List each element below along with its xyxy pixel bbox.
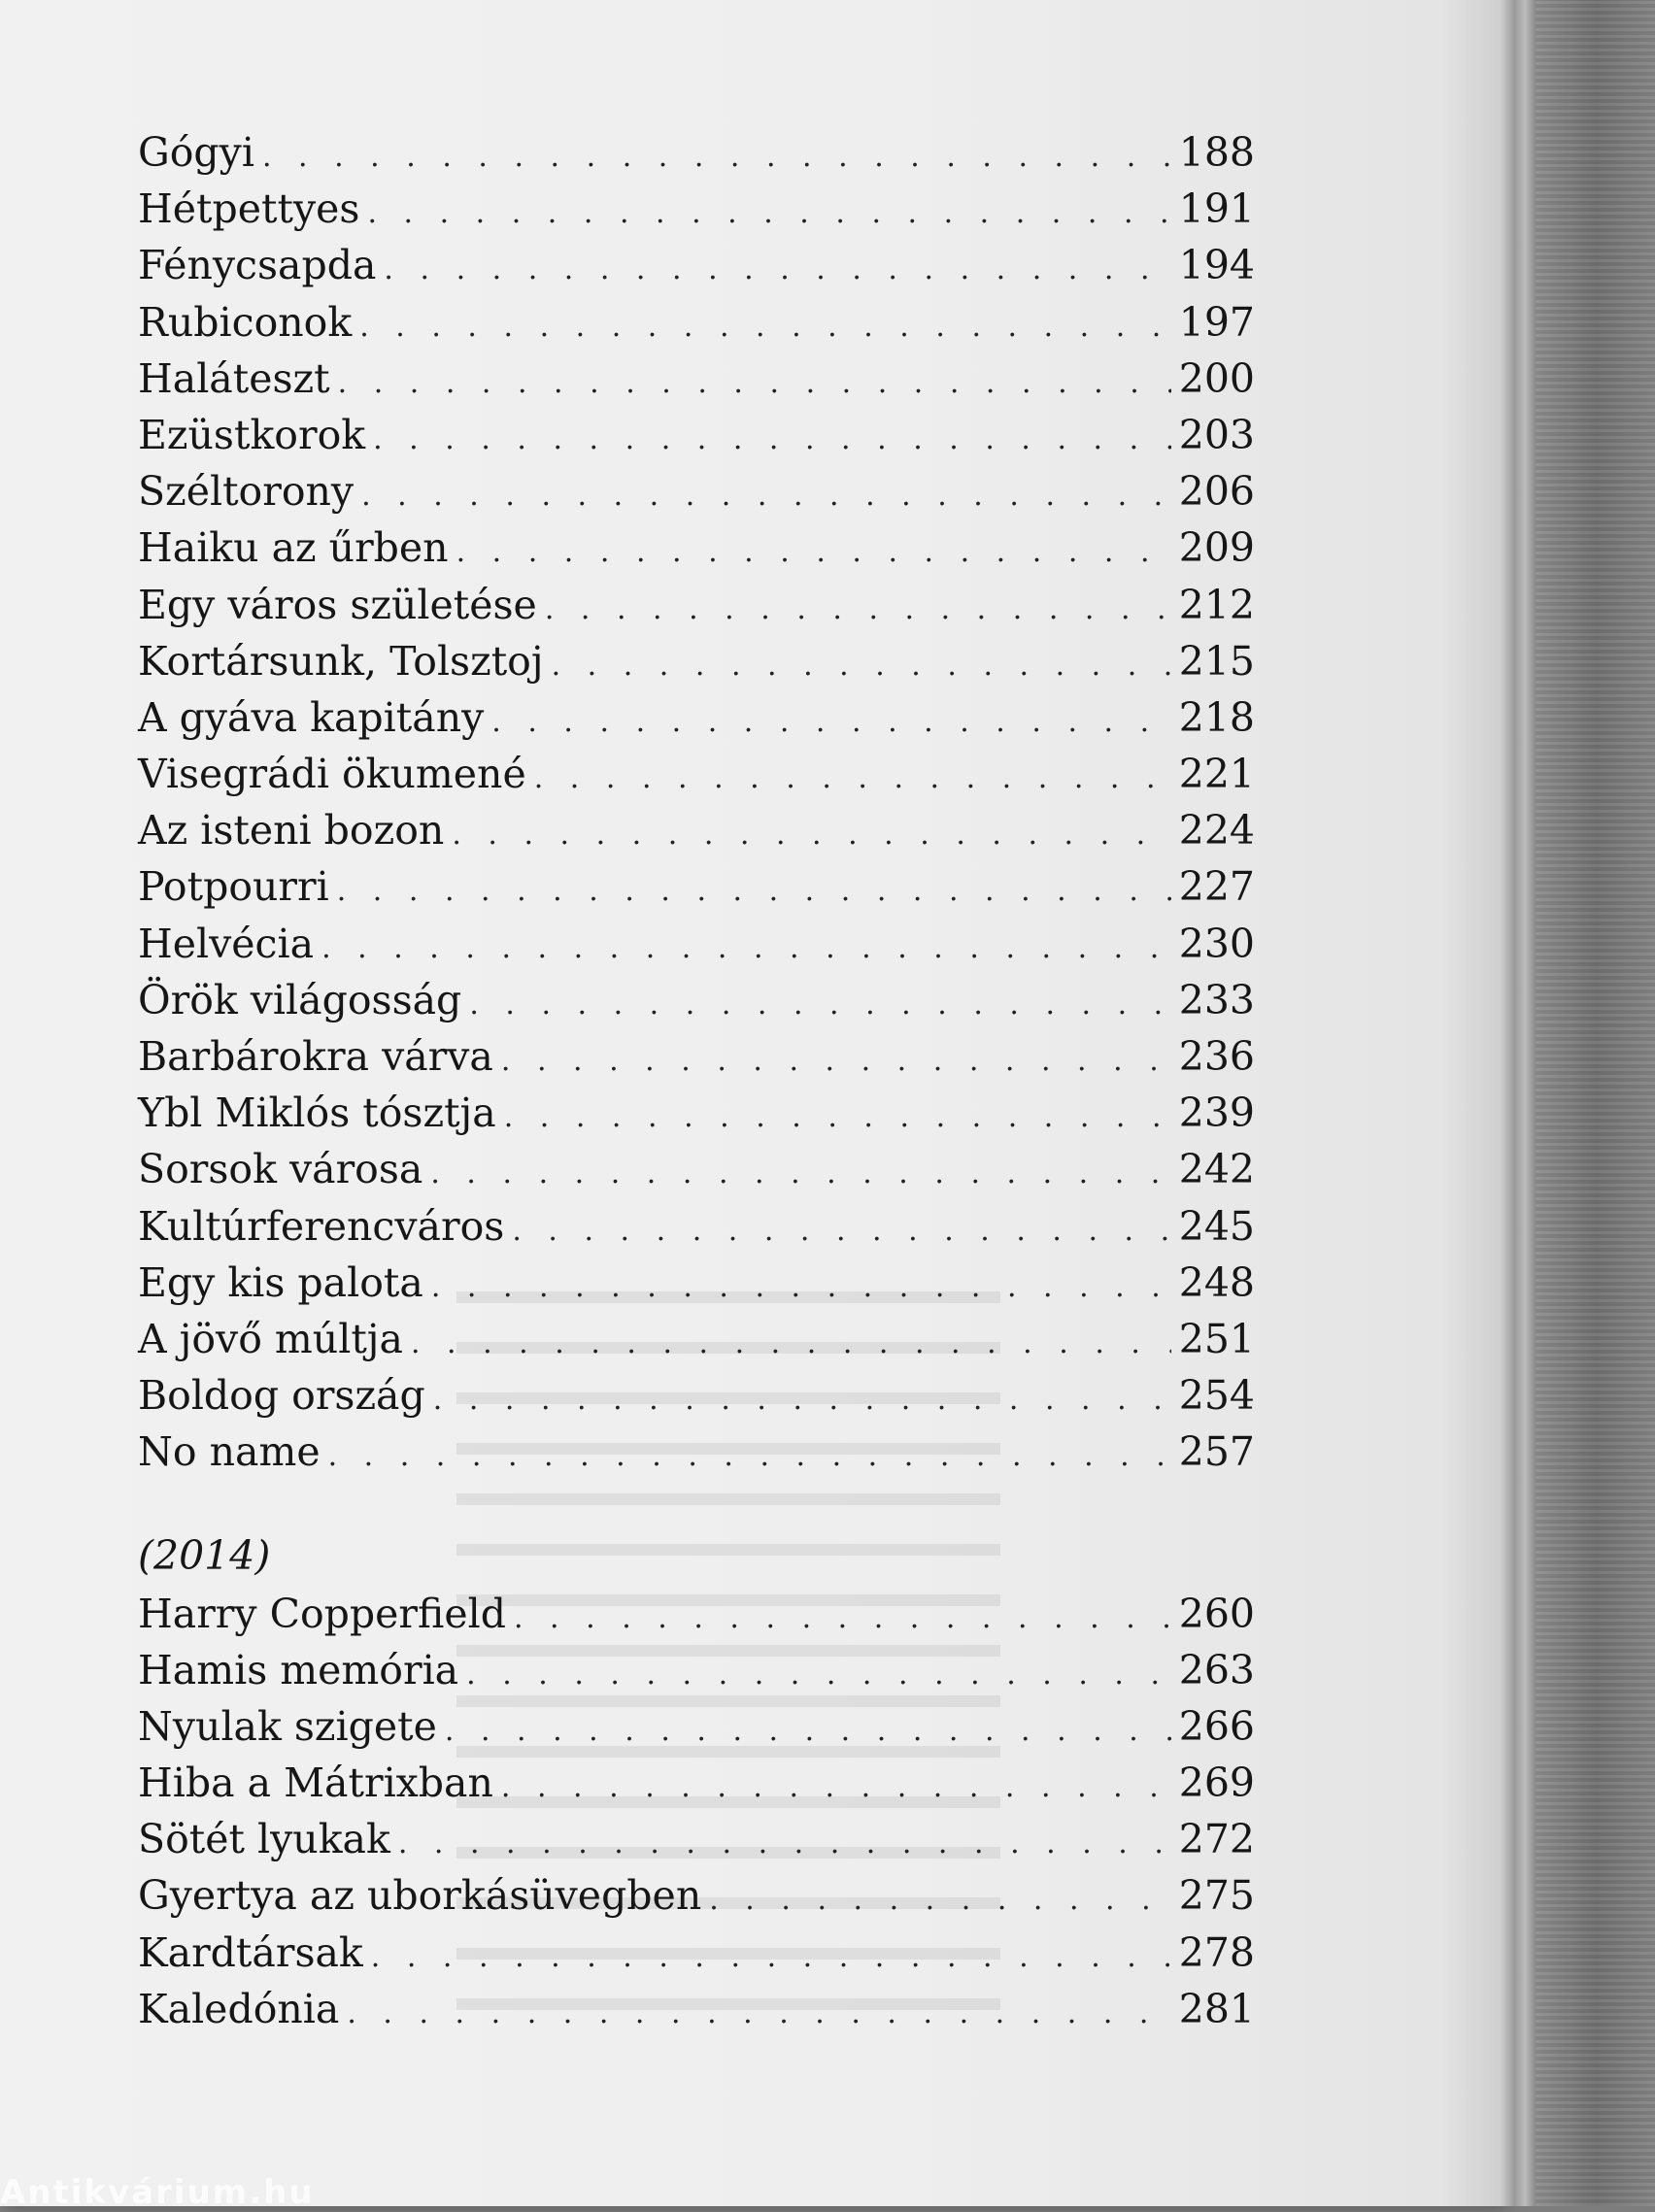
dot-leader	[337, 863, 1171, 920]
dot-leader	[514, 1591, 1171, 1647]
toc-entry-title: Helvécia	[138, 920, 315, 967]
toc-entry	[138, 1311, 1255, 1367]
toc-entry-page: 260	[1178, 1590, 1255, 1637]
toc-entry-title: Potpourri	[138, 863, 329, 911]
toc-entry-title: Sötét lyukak	[138, 1816, 390, 1863]
dot-leader	[384, 242, 1171, 298]
dot-leader	[361, 468, 1171, 524]
toc-entry-page: 218	[1178, 693, 1255, 741]
toc-entry-page: 194	[1178, 242, 1255, 289]
toc-entry-title: Kardtársak	[138, 1928, 363, 1976]
toc-entry	[138, 1367, 1255, 1424]
toc-entry	[138, 294, 1255, 351]
toc-entry-title: Boldog ország	[138, 1372, 425, 1420]
toc-entry-page: 233	[1178, 976, 1255, 1023]
toc-entry-title: A jövő múltja	[138, 1315, 403, 1362]
toc-entry-page: 236	[1178, 1033, 1255, 1080]
toc-entry-page: 221	[1178, 751, 1255, 798]
table-of-contents	[138, 124, 1255, 2037]
toc-entry-title: Kortársunk, Tolsztoj	[138, 637, 544, 685]
dot-leader	[466, 1647, 1171, 1703]
toc-entry	[138, 519, 1255, 576]
dot-leader	[411, 1316, 1171, 1372]
toc-entry-page: 281	[1178, 1985, 1255, 2032]
dot-leader	[501, 1760, 1171, 1816]
dot-leader	[430, 1146, 1171, 1202]
toc-entry-page: 248	[1178, 1258, 1255, 1306]
toc-entry	[138, 407, 1255, 463]
toc-entry-page: 266	[1178, 1702, 1255, 1750]
dot-leader	[452, 807, 1171, 863]
toc-entry-page: 272	[1178, 1816, 1255, 1863]
toc-entry	[138, 1755, 1255, 1811]
toc-entry-title: Kultúrferencváros	[138, 1202, 505, 1250]
dot-leader	[262, 129, 1171, 185]
dot-leader	[545, 582, 1171, 638]
dot-leader	[552, 638, 1171, 694]
watermark-text: Antikvárium.hu	[0, 2173, 315, 2212]
toc-entry-title: Ezüstkorok	[138, 411, 366, 458]
toc-entry	[138, 916, 1255, 972]
toc-entry	[138, 124, 1255, 181]
dot-leader	[328, 1428, 1171, 1485]
toc-entry-page: 197	[1178, 298, 1255, 346]
toc-entry-page: 191	[1178, 185, 1255, 233]
toc-entry	[138, 633, 1255, 689]
toc-entry-title: Egy kis palota	[138, 1258, 423, 1306]
dot-leader	[501, 1033, 1171, 1089]
toc-entry	[138, 1085, 1255, 1141]
toc-entry	[138, 858, 1255, 915]
toc-entry	[138, 1141, 1255, 1197]
toc-entry	[138, 1698, 1255, 1755]
dot-leader	[433, 1372, 1171, 1428]
toc-entry-page: 251	[1178, 1315, 1255, 1362]
toc-entry	[138, 1424, 1255, 1480]
toc-entry-title: Sorsok városa	[138, 1146, 423, 1193]
toc-entry-page: 239	[1178, 1089, 1255, 1137]
toc-entry-page: 278	[1178, 1928, 1255, 1976]
toc-entry-title: Az isteni bozon	[138, 807, 445, 855]
toc-entry-page: 200	[1178, 354, 1255, 402]
toc-entry-page: 209	[1178, 524, 1255, 572]
toc-entry-title: Széltorony	[138, 468, 355, 516]
toc-entry	[138, 1981, 1255, 2037]
toc-entry-title: Hétpettyes	[138, 185, 360, 233]
toc-entry	[138, 181, 1255, 237]
toc-entry-page: 263	[1178, 1646, 1255, 1693]
toc-entry-page: 227	[1178, 863, 1255, 911]
dot-leader	[398, 1816, 1171, 1872]
background-surface	[1536, 0, 1655, 2206]
toc-entry-title: Hiba a Mátrixban	[138, 1760, 493, 1807]
dot-leader	[373, 412, 1171, 468]
toc-entry-page: 215	[1178, 637, 1255, 685]
toc-entry-title: Barbárokra várva	[138, 1033, 493, 1080]
toc-entry-title: No name	[138, 1428, 321, 1476]
toc-entry-title: Haiku az űrben	[138, 524, 449, 572]
toc-entry	[138, 1028, 1255, 1085]
toc-entry	[138, 1255, 1255, 1311]
toc-entry	[138, 1925, 1255, 1981]
toc-entry	[138, 237, 1255, 293]
toc-entry-title: Haláteszt	[138, 354, 330, 402]
toc-entry	[138, 463, 1255, 519]
toc-entry	[138, 1811, 1255, 1867]
toc-entry-page: 254	[1178, 1372, 1255, 1420]
toc-entry	[138, 351, 1255, 407]
dot-leader	[359, 299, 1171, 355]
dot-leader	[534, 751, 1171, 807]
toc-entry-title: Egy város születése	[138, 581, 537, 628]
page-stack-edge	[1501, 0, 1536, 2206]
toc-entry-title: Gógyi	[138, 129, 254, 176]
toc-entry-title: Nyulak szigete	[138, 1702, 437, 1750]
toc-entry	[138, 1198, 1255, 1255]
toc-entry-title: Ybl Miklós tósztja	[138, 1089, 496, 1137]
toc-entry-page: 188	[1178, 129, 1255, 176]
toc-entry	[138, 689, 1255, 746]
dot-leader	[445, 1703, 1171, 1760]
toc-entry-title: Visegrádi ökumené	[138, 751, 526, 798]
toc-entry	[138, 972, 1255, 1028]
toc-entry-title: Hamis memória	[138, 1646, 459, 1693]
dot-leader	[491, 694, 1171, 751]
toc-entry-page: 206	[1178, 468, 1255, 516]
toc-entry-title: A gyáva kapitány	[138, 693, 485, 741]
dot-leader	[367, 185, 1171, 242]
dot-leader	[456, 524, 1171, 581]
toc-entry	[138, 577, 1255, 633]
section-spacer	[138, 1481, 1255, 1525]
toc-entry-title: Kaledónia	[138, 1985, 340, 2032]
dot-leader	[469, 977, 1171, 1033]
dot-leader	[709, 1872, 1171, 1928]
toc-entry-page: 245	[1178, 1202, 1255, 1250]
toc-entry	[138, 1867, 1255, 1924]
dot-leader	[338, 355, 1171, 412]
toc-entry	[138, 1586, 1255, 1642]
dot-leader	[347, 1986, 1171, 2042]
dot-leader	[504, 1089, 1171, 1146]
toc-entry-title: Rubiconok	[138, 298, 353, 346]
toc-entry	[138, 1642, 1255, 1698]
toc-entry	[138, 802, 1255, 858]
dot-leader	[321, 921, 1171, 977]
toc-entry-page: 212	[1178, 581, 1255, 628]
dot-leader	[512, 1203, 1171, 1259]
toc-entry	[138, 746, 1255, 802]
year-heading: (2014)	[138, 1531, 271, 1579]
toc-entry-page: 203	[1178, 411, 1255, 458]
toc-entry-page: 269	[1178, 1760, 1255, 1807]
dot-leader	[371, 1929, 1171, 1986]
toc-entry-title: Fénycsapda	[138, 242, 377, 289]
toc-entry-page: 242	[1178, 1146, 1255, 1193]
toc-entry-page: 275	[1178, 1872, 1255, 1920]
toc-entry-title: Harry Copperfield	[138, 1590, 506, 1637]
toc-entry-page: 230	[1178, 920, 1255, 967]
dot-leader	[431, 1259, 1171, 1316]
toc-entry-title: Örök világosság	[138, 976, 462, 1023]
toc-entry-page: 257	[1178, 1428, 1255, 1476]
toc-entry-page: 224	[1178, 807, 1255, 855]
toc-entry-title: Gyertya az uborkásüvegben	[138, 1872, 702, 1920]
